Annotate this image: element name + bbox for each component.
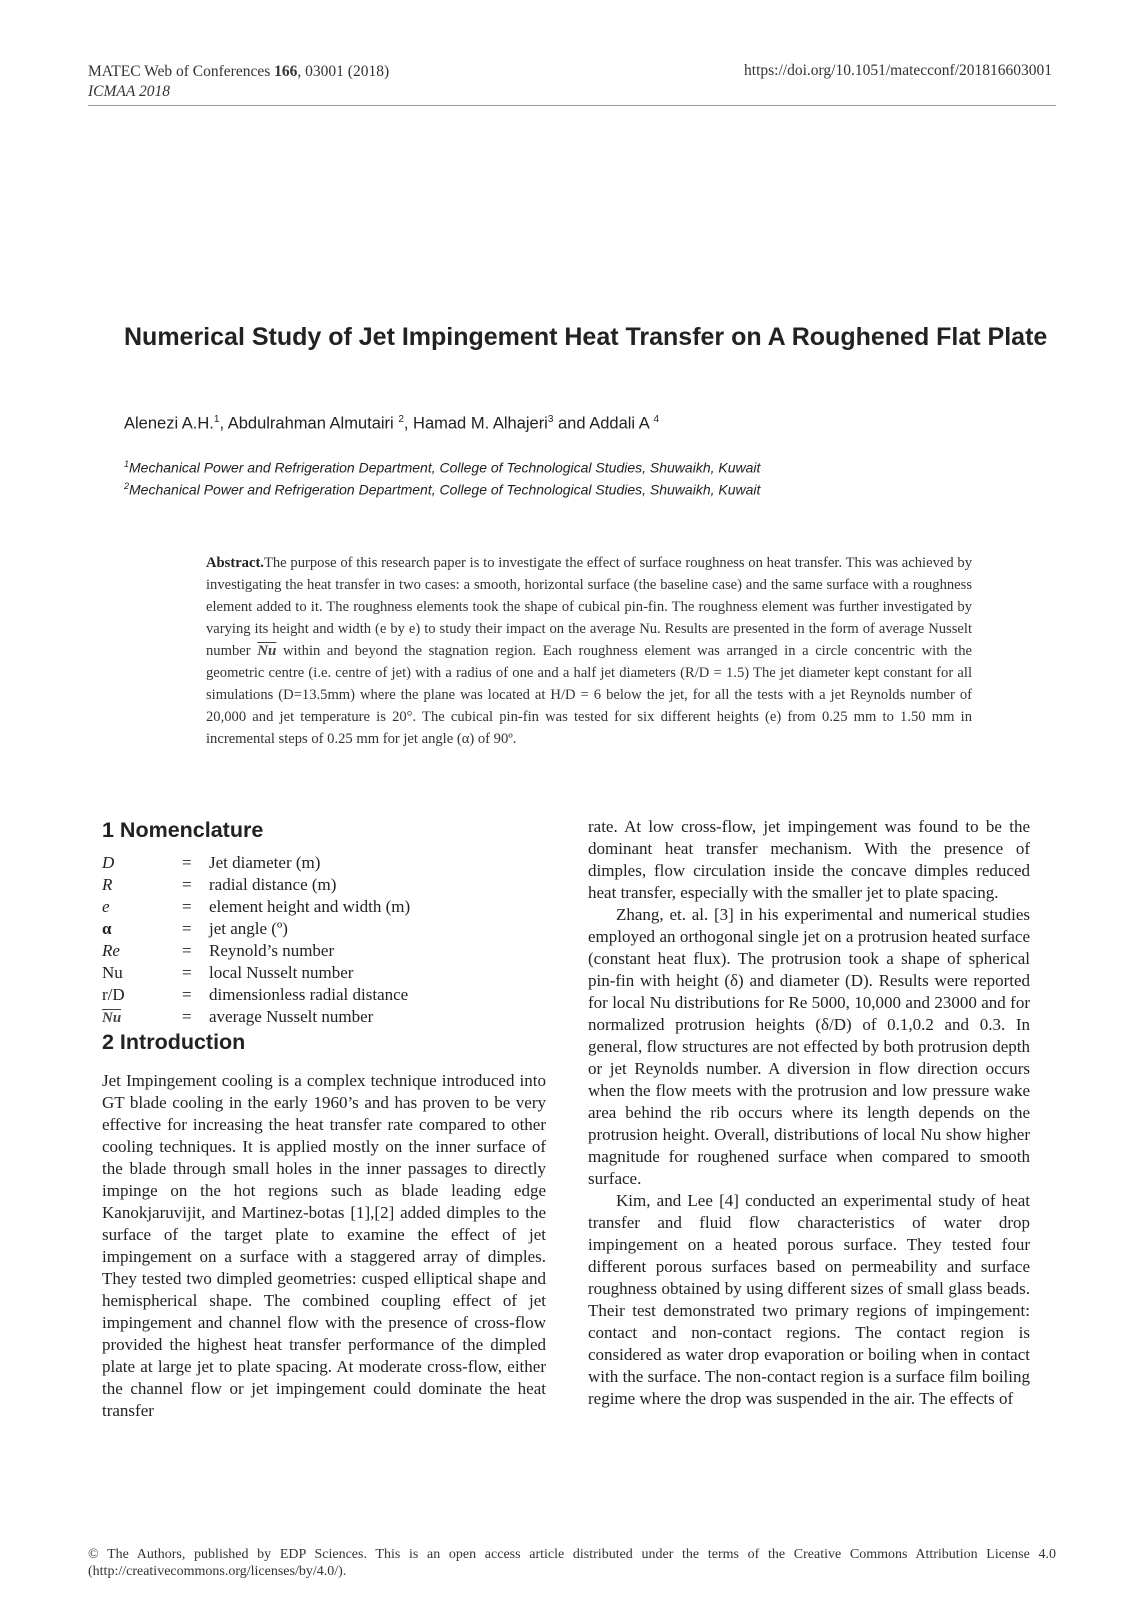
- nusselt-average-symbol: $\overline{Nu}$: [102, 1010, 122, 1026]
- author-3: Hamad M. Alhajeri: [413, 414, 548, 433]
- nom-symbol: Re: [102, 941, 120, 960]
- license-footer: © The Authors, published by EDP Sciences. This is an open access article distributed under the terms of the Creative Commons Attribution License 4.0 (http://creativecommons.org/licenses/by/4.0/).: [88, 1547, 1056, 1579]
- conference-subtitle: ICMAA 2018: [88, 83, 170, 100]
- affiliation-1: [124, 455, 760, 477]
- affiliation-marker: 2: [124, 480, 130, 491]
- abstract: [206, 552, 972, 750]
- intro-paragraph-1-continued: rate. At low cross-flow, jet impingement was found to be the dominant heat transfer mechanism. With the presence of dimples, flow circulation inside the concave dimples reduced heat transfer, especially with the smaller jet to plate spacing.: [588, 817, 1030, 902]
- affiliations: [124, 455, 760, 498]
- table-row: [102, 941, 410, 963]
- affiliation-text: Mechanical Power and Refrigeration Department, College of Technological Studies, Shuwaikh, Kuwait: [129, 459, 761, 476]
- table-row: [102, 897, 410, 919]
- nomenclature-heading: 1 Nomenclature: [102, 818, 264, 842]
- author-separator: ,: [219, 414, 228, 433]
- abstract-text-continued: within and beyond the stagnation region. Each roughness element was arranged in a circle concentric with the geometric centre (i.e. centre of jet) with a radius of one and a half jet diameters (R/D = 1.5) The jet diameter kept constant for all simulations (D=13.5mm) where the plane was located at H/D = 6 below the jet, for all the tests with a jet Reynolds number of 20,000 and jet temperature is 20°. The cubical pin-fin was tested for six different heights (e) from 0.25 mm to 1.50 mm in incremental steps of 0.25 mm for jet angle (α) of 90º.: [206, 643, 972, 747]
- conference-volume: 166: [274, 63, 298, 80]
- left-column: [102, 817, 546, 1422]
- table-row: [102, 875, 410, 897]
- table-row: [102, 919, 410, 941]
- nomenclature-table: [102, 853, 410, 1029]
- nom-equals: =: [182, 985, 192, 1004]
- author-1: Alenezi A.H.: [124, 414, 214, 433]
- nom-description: Reynold’s number: [209, 941, 335, 960]
- affiliation-marker: 1: [124, 459, 130, 469]
- nom-description: dimensionless radial distance: [209, 985, 409, 1004]
- intro-paragraph-1: Jet Impingement cooling is a complex technique introduced into GT blade cooling in the early 1960’s and has proven to be very effective for increasing the heat transfer rate compared to other cooling techniques. It is applied mostly on the inner surface of the blade through small holes in the inner passages to directly impinge on the hot regions such as blade leading edge Kanokjaruvijit, and Martinez-botas [1],[2] added dimples to the surface of the target plate to examine the effect of jet impingement on a surface with a staggered array of dimples. They tested two dimpled geometries: cusped elliptical shape and hemispherical shape. The combined coupling effect of jet impingement and channel flow with the presence of cross-flow provided the highest heat transfer performance of the dimpled plate at large jet to plate spacing. At moderate cross-flow, either the channel flow or jet impingement could dominate the heat transfer: [102, 1071, 546, 1420]
- nom-symbol: α: [102, 919, 112, 938]
- nom-symbol: R: [102, 875, 113, 894]
- nom-equals: =: [182, 897, 192, 916]
- nom-description: average Nusselt number: [209, 1007, 374, 1026]
- author-4-affil: 4: [653, 414, 659, 425]
- nom-description: Jet diameter (m): [209, 853, 321, 872]
- abstract-text: The purpose of this research paper is to investigate the effect of surface roughness on heat transfer. This was achieved by investigating the heat transfer in two cases: a smooth, horizontal surface (the baseline case) and the same surface with a roughness element added to it. The roughness elements took the shape of cubical pin-fin. The roughness element was further investigated by varying its height and width (e by e) to study their impact on the average Nu. Results are presented in the form of average Nusselt number: [206, 555, 972, 659]
- author-1-affil: 1: [213, 414, 220, 425]
- conference-line: [88, 62, 389, 82]
- nom-equals: =: [182, 919, 192, 938]
- author-2: Abdulrahman Almutairi: [227, 414, 399, 433]
- nom-description: jet angle (º): [209, 919, 288, 938]
- conference-name: MATEC Web of Conferences: [88, 63, 275, 80]
- nom-equals: =: [182, 875, 192, 894]
- nom-symbol: Nu: [102, 963, 123, 982]
- paper-title: Numerical Study of Jet Impingement Heat Transfer on A Roughened Flat Plate: [124, 323, 1048, 351]
- nom-equals: =: [182, 1007, 192, 1026]
- nom-description: element height and width (m): [209, 897, 411, 916]
- nom-symbol: e: [102, 897, 110, 916]
- conference-article: , 03001 (2018): [297, 63, 390, 80]
- nom-description: local Nusselt number: [209, 963, 354, 982]
- affiliation-2: [124, 477, 760, 499]
- nusselt-average-symbol: [257, 640, 276, 662]
- table-row: [102, 1007, 410, 1029]
- affiliation-text: Mechanical Power and Refrigeration Department, College of Technological Studies, Shuwaikh, Kuwait: [129, 481, 761, 498]
- table-row: [102, 853, 410, 875]
- symbol-text: $\overline{Nu}$: [257, 643, 277, 659]
- intro-paragraph-2: Zhang, et. al. [3] in his experimental and numerical studies employed an orthogonal single jet on a protrusion heated surface (constant heat flux). The protrusion took a shape of spherical pin-fin with height (δ) and diameter (D). Results were reported for local Nu distributions for Re 5000, 10,000 and 23000 and for normalized protrusion heights (δ/D) of 0.1,0.2 and 0.3. In general, flow structures are not effected by both protrusion depth or jet Reynolds number. A diversion in flow direction occurs when the flow meets with the protrusion and low pressure wake area behind the rib occurs where its length depends on the protrusion height. Overall, distributions of local Nu show higher magnitude for roughened surface when compared to smooth surface.: [588, 905, 1030, 1188]
- introduction-heading: 2 Introduction: [102, 1030, 246, 1054]
- intro-paragraph-3: Kim, and Lee [4] conducted an experimental study of heat transfer and fluid flow characteristics of water drop impingement on a heated porous surface. They tested four different porous surfaces based on permeability and surface roughness obtained by using different sizes of small glass beads. Their test demonstrated two primary regions of impingement: contact and non-contact regions. The contact region is considered as water drop evaporation or boiling when in contact with the surface. The non-contact region is a surface film boiling regime where the drop was suspended in the air. The effects of: [588, 1191, 1030, 1408]
- header-divider: [88, 105, 1056, 106]
- table-row: [102, 985, 410, 1007]
- nom-symbol: D: [102, 853, 115, 872]
- table-row: [102, 963, 410, 985]
- doi-link[interactable]: https://doi.org/10.1051/matecconf/201816603001: [744, 62, 1052, 79]
- nom-symbol: r/D: [102, 985, 125, 1004]
- right-column: [588, 816, 1030, 1410]
- running-header: [88, 62, 389, 102]
- nom-equals: =: [182, 853, 192, 872]
- author-2-affil: 2: [398, 414, 404, 425]
- author-list: [124, 414, 659, 434]
- nom-description: radial distance (m): [209, 875, 337, 894]
- abstract-label: Abstract.: [206, 555, 264, 571]
- author-separator: ,: [403, 414, 414, 433]
- author-3-affil: 3: [547, 414, 554, 425]
- author-4: and Addali A: [553, 414, 654, 433]
- nom-equals: =: [182, 963, 192, 982]
- nom-equals: =: [182, 941, 192, 960]
